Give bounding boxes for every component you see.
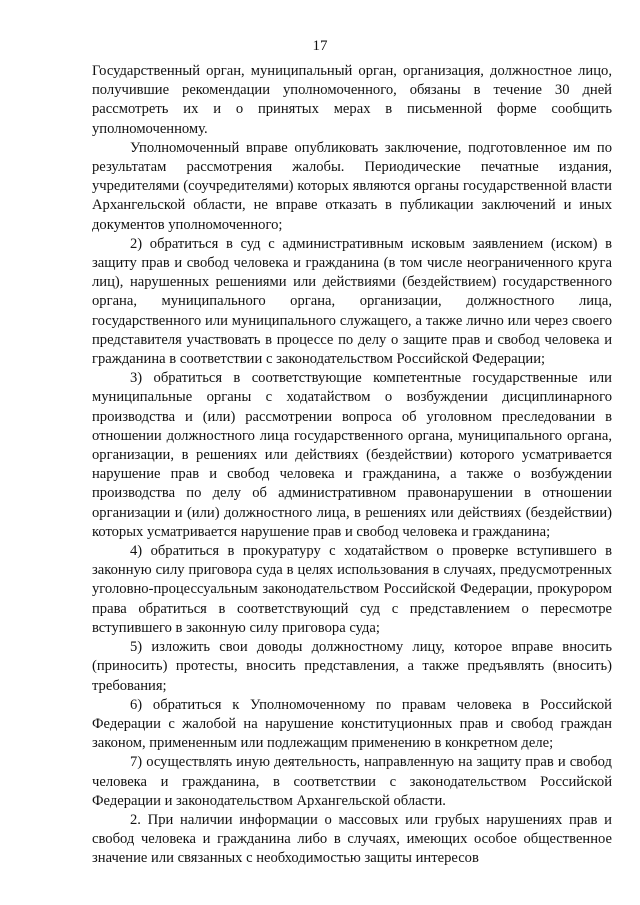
paragraph-7: 6) обратиться к Уполномоченному по правам человека в Российской Федерации с жалобой на нарушение конституционных прав и свобод граждан законом, примененным или подлежащим применению в конкретном деле; (92, 696, 612, 752)
paragraph-8: 7) осуществлять иную деятельность, направленную на защиту прав и свобод человека и гражданина, в соответствии с законодательством Российской Федерации и законодательством Архангельской области. (92, 754, 612, 809)
document-body (92, 62, 612, 869)
paragraph-9: 2. При наличии информации о массовых или грубых нарушениях прав и свобод человека и гражданина либо в случаях, имеющих особое общественное значение или связанных с необходимостью защиты интересов (92, 811, 612, 867)
page-number: 17 (312, 38, 328, 54)
paragraph-1: Государственный орган, муниципальный орган, организация, должностное лицо, получившие рекомендации уполномоченного, обязаны в течение 30 дней рассмотреть их и о принятых мерах в письменной форме сообщить уполномоченному. (92, 63, 612, 137)
paragraph-6: 5) изложить свои доводы должностному лицу, которое вправе вносить (приносить) протесты, вносить представления, а также предъявлять (вносить) требования; (92, 639, 612, 694)
paragraph-4: 3) обратиться в соответствующие компетентные государственные или муниципальные органы с ходатайством о возбуждении дисциплинарного производства и (или) рассмотрении вопроса об уголовном преследовании в отношении должностного лица государственного органа, муниципального органа, организации, в решениях или действиях (бездействии) которого усматривается нарушение прав и свобод человека и гражданина, а также о возбуждении производства по делу об административном правонарушении в отношении организации и (или) должностного лица, в решениях или действиях (бездействии) которых усматривается нарушение прав и свобод человека и гражданина; (92, 370, 612, 540)
paragraph-2: Уполномоченный вправе опубликовать заключение, подготовленное им по результатам рассмотрения жалобы. Периодические печатные издания, учредителями (соучредителями) которых являются органы государственной власти Архангельской области, не вправе отказать в публикации заключений и иных документов уполномоченного; (92, 139, 612, 233)
paragraph-5: 4) обратиться в прокуратуру с ходатайством о проверке вступившего в законную силу приговора суда в целях использования в случаях, предусмотренных уголовно-процессуальным законодательством Российской Федерации, прокурором права обратиться в соответствующий суд с представлением о пересмотре вступившего в законную силу приговора суда; (92, 543, 612, 636)
paragraph-3: 2) обратиться в суд с административным исковым заявлением (иском) в защиту прав и свобод человека и гражданина (в том числе неограниченного круга лиц), нарушенных решениями или действиями (бездействием) государственного органа, муниципального органа, организации, должностного лица, государственного или муниципального служащего, а также лично или через своего представителя участвовать в процессе по делу о защите прав и свобод человека и гражданина в соответствии с законодательством Российской Федерации; (92, 235, 612, 368)
